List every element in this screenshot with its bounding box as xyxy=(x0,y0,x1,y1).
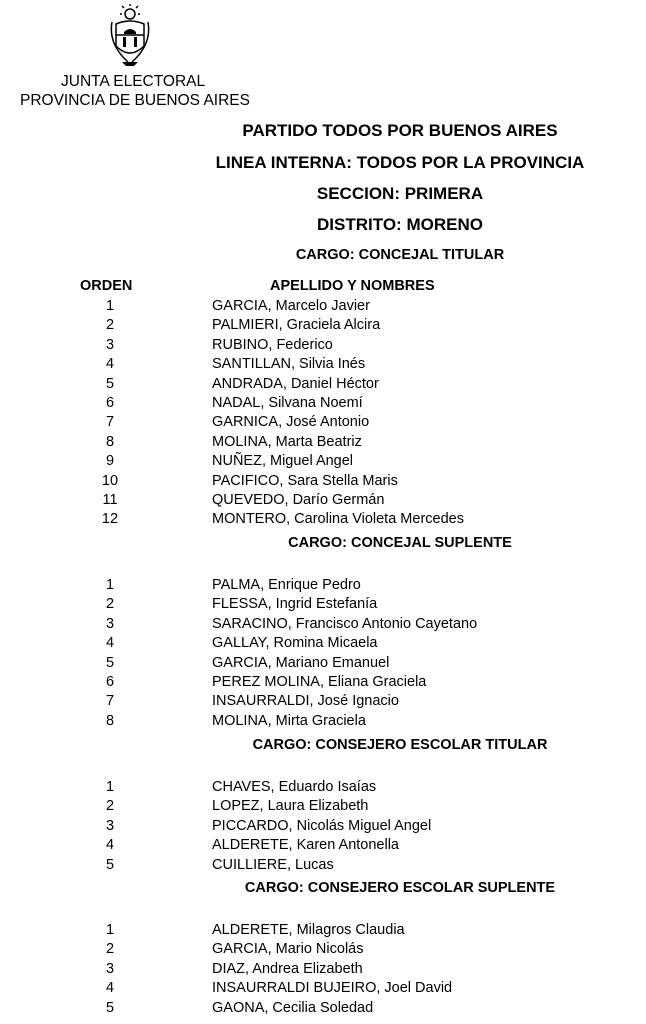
candidate-name: NADAL, Silvana Noemí xyxy=(212,395,363,411)
candidate-order: 3 xyxy=(105,615,115,632)
candidate-name: PICCARDO, Nicolás Miguel Angel xyxy=(212,817,432,834)
candidate-name: ANDRADA, Daniel Héctor xyxy=(212,375,379,392)
candidate-order: 8 xyxy=(105,712,115,729)
candidate-name: GARNICA, José Antonio xyxy=(212,414,370,431)
candidate-name: INSAURRALDI BUJEIRO, Joel David xyxy=(212,980,453,997)
candidate-order: 1 xyxy=(105,779,115,795)
cargo-heading: CARGO: CONCEJAL TITULAR xyxy=(295,247,505,263)
candidate-order: 2 xyxy=(105,317,115,334)
candidate-name: QUEVEDO, Darío Germán xyxy=(212,492,385,508)
candidate-name: PEREZ MOLINA, Eliana Graciela xyxy=(212,674,427,690)
candidate-order: 6 xyxy=(105,395,115,411)
organization-header xyxy=(20,72,250,110)
candidate-order: 9 xyxy=(105,453,115,470)
candidate-name: ALDERETE, Milagros Claudia xyxy=(212,922,405,938)
candidate-name: CUILLIERE, Lucas xyxy=(212,856,334,873)
candidate-order: 1 xyxy=(105,298,115,314)
candidate-name: MOLINA, Mirta Graciela xyxy=(212,712,366,729)
candidate-order: 2 xyxy=(105,941,115,958)
candidate-name: LOPEZ, Laura Elizabeth xyxy=(212,798,369,815)
candidate-order: 4 xyxy=(105,635,115,652)
candidate-order: 1 xyxy=(105,922,115,938)
candidate-order: 5 xyxy=(105,999,115,1016)
candidate-name: PALMIERI, Graciela Alcira xyxy=(212,317,381,334)
section-title: SECCION: PRIMERA xyxy=(316,184,484,203)
candidate-name: GARCIA, Marcelo Javier xyxy=(212,298,370,314)
candidate-order: 4 xyxy=(105,980,115,997)
candidate-name: CHAVES, Eduardo Isaías xyxy=(212,779,377,795)
candidate-name: MONTERO, Carolina Violeta Mercedes xyxy=(212,511,464,528)
candidate-order: 3 xyxy=(105,336,115,353)
candidate-name: GAONA, Cecilia Soledad xyxy=(212,999,374,1016)
org-name: JUNTA ELECTORAL xyxy=(61,73,206,90)
candidate-name: DIAZ, Andrea Elizabeth xyxy=(212,960,363,977)
cargo-heading: CARGO: CONCEJAL SUPLENTE xyxy=(288,535,512,551)
candidate-order: 7 xyxy=(105,693,115,710)
candidate-order: 8 xyxy=(105,433,115,450)
candidate-name: SANTILLAN, Silvia Inés xyxy=(212,356,366,373)
candidate-order: 3 xyxy=(105,960,115,977)
column-header-nombres: APELLIDO Y NOMBRES xyxy=(270,278,435,294)
candidate-name: INSAURRALDI, José Ignacio xyxy=(212,693,399,710)
candidate-order: 5 xyxy=(105,856,115,873)
candidate-order: 10 xyxy=(101,472,119,489)
candidate-name: ALDERETE, Karen Antonella xyxy=(212,837,399,854)
candidate-order: 1 xyxy=(105,577,115,593)
candidate-order: 6 xyxy=(105,674,115,690)
candidate-name: GARCIA, Mariano Emanuel xyxy=(212,654,390,671)
candidate-name: FLESSA, Ingrid Estefanía xyxy=(212,596,378,613)
internal-line-title: LINEA INTERNA: TODOS POR LA PROVINCIA xyxy=(215,153,585,172)
candidate-order: 2 xyxy=(105,596,115,613)
party-title: PARTIDO TODOS POR BUENOS AIRES xyxy=(242,121,558,140)
candidate-order: 2 xyxy=(105,798,115,815)
candidate-name: PALMA, Enrique Pedro xyxy=(212,577,361,593)
cargo-heading: CARGO: CONSEJERO ESCOLAR SUPLENTE xyxy=(244,880,556,896)
candidate-order: 12 xyxy=(101,511,119,528)
candidate-order: 11 xyxy=(102,492,118,508)
candidate-name: GALLAY, Romina Micaela xyxy=(212,635,378,652)
candidate-order: 4 xyxy=(105,356,115,373)
candidate-order: 5 xyxy=(105,654,115,671)
candidate-name: SARACINO, Francisco Antonio Cayetano xyxy=(212,615,478,632)
org-province: PROVINCIA DE BUENOS AIRES xyxy=(20,92,250,109)
provincial-seal-icon xyxy=(108,4,152,68)
district-title: DISTRITO: MORENO xyxy=(317,215,483,234)
candidate-order: 7 xyxy=(105,414,115,431)
candidate-order: 5 xyxy=(105,375,115,392)
cargo-heading: CARGO: CONSEJERO ESCOLAR TITULAR xyxy=(252,737,548,753)
candidate-order: 3 xyxy=(105,817,115,834)
candidate-name: NUÑEZ, Miguel Angel xyxy=(212,453,354,470)
candidate-name: PACIFICO, Sara Stella Maris xyxy=(212,472,398,489)
candidate-name: GARCIA, Mario Nicolás xyxy=(212,941,364,958)
candidate-name: MOLINA, Marta Beatriz xyxy=(212,433,362,450)
candidate-order: 4 xyxy=(105,837,115,854)
column-header-orden: ORDEN xyxy=(80,278,133,294)
candidate-name: RUBINO, Federico xyxy=(212,336,333,353)
